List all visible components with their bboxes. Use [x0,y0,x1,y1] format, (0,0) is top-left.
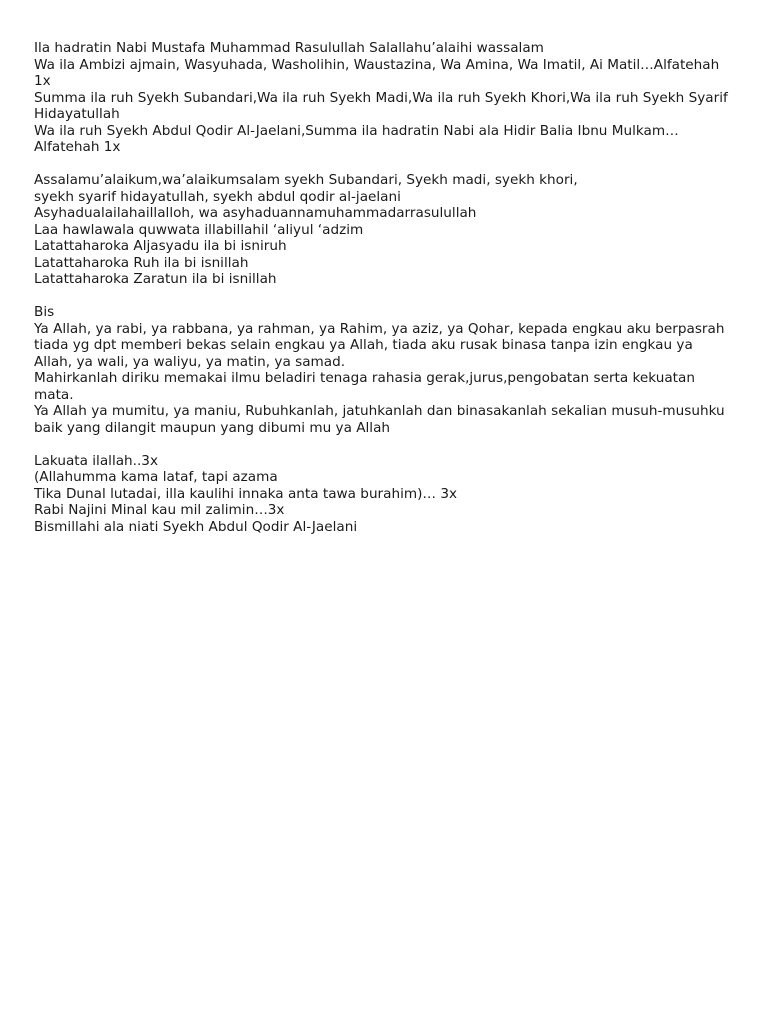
text-line: syekh syarif hidayatullah, syekh abdul qodir al-jaelani [34,188,401,205]
text-line: Summa ila ruh Syekh Subandari,Wa ila ruh Syekh Madi,Wa ila ruh Syekh Khori,Wa ila ruh Syekh Syarif Hidayatullah [34,89,728,122]
text-line: Ya Allah, ya rabi, ya rabbana, ya rahman, ya Rahim, ya aziz, ya Qohar, kepada engkau aku berpasrah tiada yg dpt memberi bekas selain engkau ya Allah, tiada aku rusak binasa tanpa izin engkau ya Allah, ya wali, ya waliyu, ya matin, ya samad. [34,320,725,370]
text-line: Laa hawlawala quwwata illabillahil ‘aliyul ‘adzim [34,221,364,238]
paragraph-closing [34,453,734,536]
text-line: Wa ila Ambizi ajmain, Wasyuhada, Washolihin, Waustazina, Wa Amina, Wa Imatil, Ai Matil…Alfatehah 1x [34,56,720,89]
paragraph-greeting [34,172,734,288]
text-line: Latattaharoka Zaratun ila bi isnillah [34,271,277,287]
document-page [34,40,734,552]
text-line: Assalamu’alaikum,wa’alaikumsalam syekh Subandari, Syekh madi, syekh khori, [34,172,578,188]
text-line: Wa ila ruh Syekh Abdul Qodir Al-Jaelani,Summa ila hadratin Nabi ala Hidir Balia Ibnu Mulkam… Alfatehah 1x [34,122,679,155]
text-line: Rabi Najini Minal kau mil zalimin…3x [34,502,285,518]
text-line: Tika Dunal lutadai, illa kaulihi innaka anta tawa burahim)… 3x [34,485,458,502]
text-line: Latattaharoka Aljasyadu ila bi isniruh [34,238,287,254]
text-line: Lakuata ilallah..3x [34,452,159,469]
text-line: Mahirkanlah diriku memakai ilmu beladiri tenaga rahasia gerak,jurus,pengobatan serta kekuatan mata. [34,370,695,403]
text-line: Bis [34,304,55,320]
paragraph-invocation [34,40,734,156]
text-line: Asyhadualailahaillalloh, wa asyhaduannamuhammadarrasulullah [34,205,477,221]
paragraph-prayer [34,304,734,436]
text-line: Latattaharoka Ruh ila bi isnillah [34,254,249,271]
text-line: (Allahumma kama lataf, tapi azama [34,469,278,485]
text-line: Ila hadratin Nabi Mustafa Muhammad Rasulullah Salallahu’alaihi wassalam [34,40,544,56]
text-line: Bismillahi ala niati Syekh Abdul Qodir Al-Jaelani [34,518,358,535]
text-line: Ya Allah ya mumitu, ya maniu, Rubuhkanlah, jatuhkanlah dan binasakanlah sekalian musuh-musuhku baik yang dilangit maupun yang dibumi mu ya Allah [34,403,725,436]
